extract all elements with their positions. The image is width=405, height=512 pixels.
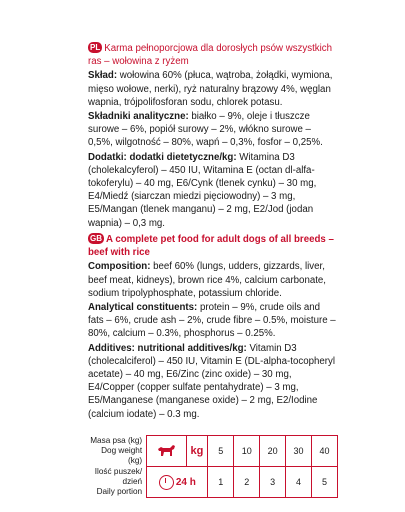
weight-value: 20 [260,436,286,467]
pl-badge: PL [90,43,101,52]
weight-row-label [88,436,147,467]
pl-analityczne-label: Składniki analityczne: [88,111,189,123]
gb-composition-label: Composition: [88,261,151,273]
portion-row-label [88,467,147,498]
portion-row [88,467,338,498]
portion-unit: 24 h [175,476,196,488]
gb-composition-text: beef 60% (lungs, udders, gizzards, liver, beef meat, kidneys), brown rice 4%, calcium carbonate, sodium tripolyphosphate, potassium chloride. [88,261,326,299]
dog-icon-cell [147,436,186,467]
portion-label-pl: Ilość puszek/ dzień [94,467,143,486]
portion-value: 5 [312,467,338,498]
gb-badge: GB [90,234,102,243]
clock-icon [159,475,174,490]
weight-unit: kg [186,436,208,467]
pl-headline [88,42,338,68]
gb-headline [88,233,338,259]
pl-analityczne-text: białko – 9%, oleje i tłuszcze surowe – 6%, popiół surowy – 2%, włókno surowe – 0,5%, wilgotność – 80%, wapń – 0,3%, fosfor – 0,25%. [88,111,323,149]
pl-headline-text: Karma pełnoporcjowa dla dorosłych psów wszystkich ras – wołowina z ryżem [88,43,332,68]
dog-icon [155,442,177,458]
clock-cell [147,467,208,498]
weight-value: 40 [312,436,338,467]
gb-additives [88,342,338,421]
gb-analytical [88,301,338,341]
gb-additives-text: Vitamin D3 (cholecalciferol) – 450 IU, Vitamin E (DL-alpha-tocopheryl acetate) – 40 mg, E6/Zinc (zinc oxide) – 30 mg, E4/Copper (copper sulfate pentahydrate) – 3 mg, E5/Manganese (manganese oxide) – 2 mg, E2/Iodine (calcium iodate) – 0.3 mg. [88,342,335,420]
gb-analytical-text: protein – 9%, crude oils and fats – 6%, crude ash – 2%, crude fibre – 0.5%, moisture – 80%, calcium – 0.3%, phosphorus – 0.25%. [88,302,336,340]
portion-value: 4 [286,467,312,498]
gb-additives-label: Additives: nutritional additives/kg: [88,342,247,354]
pl-sklad-text: wołowina 60% (płuca, wątroba, żołądki, wymiona, mięso wołowe, nerki), ryż naturalny brązowy 4%, węglan wapnia, trójpolifosforan sodu, chlorek potasu. [88,70,333,108]
weight-row [88,436,338,467]
pl-analityczne [88,110,338,150]
weight-value: 30 [286,436,312,467]
polish-section [88,42,338,230]
weight-value: 10 [234,436,260,467]
pl-dodatki-label: Dodatki: dodatki dietetyczne/kg: [88,151,237,163]
weight-label-en: Dog weight (kg) [101,446,143,465]
english-section [88,233,338,421]
gb-composition [88,260,338,300]
portion-label-en: Daily portion [96,487,143,496]
pl-dodatki-text: Witamina D3 (cholekalcyferol) – 450 IU, Witamina E (octan dl-alfa-tokoferylu) – 40 mg, E6/Cynk (tlenek cynku) – 30 mg, E4/Miedź (siarczan miedzi pięciowodny) – 3 mg, E5/Mangan (tlenek manganu) – 2 mg, E2/Jod (jodan wapnia) – 0,3 mg. [88,151,317,229]
pl-sklad [88,69,338,109]
pl-dodatki [88,151,338,230]
weight-value: 5 [208,436,234,467]
portion-value: 1 [208,467,234,498]
feeding-table [88,435,338,498]
gb-headline-text: A complete pet food for adult dogs of all breeds – beef with rice [88,234,334,259]
portion-value: 3 [260,467,286,498]
weight-label-pl: Masa psa (kg) [90,436,143,445]
gb-analytical-label: Analytical constituents: [88,302,198,314]
portion-value: 2 [234,467,260,498]
pl-sklad-label: Skład: [88,70,118,82]
